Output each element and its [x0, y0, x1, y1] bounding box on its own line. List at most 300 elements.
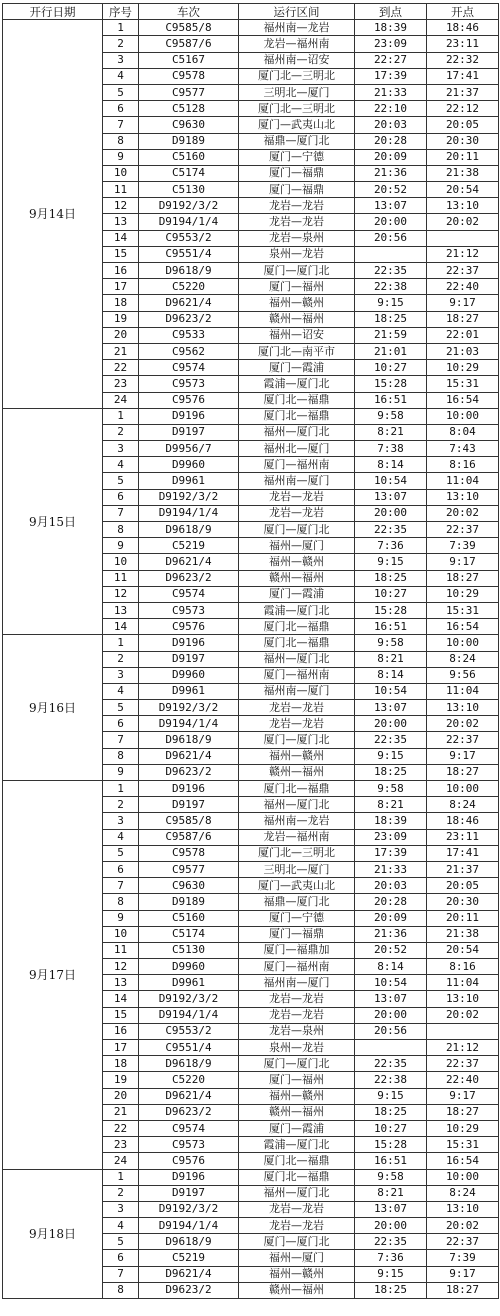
arrive-cell: 10:54	[355, 683, 427, 699]
arrive-cell: 13:07	[355, 489, 427, 505]
depart-cell: 18:46	[427, 20, 499, 36]
arrive-cell: 9:58	[355, 1169, 427, 1185]
arrive-cell: 20:56	[355, 1023, 427, 1039]
arrive-cell: 9:15	[355, 748, 427, 764]
arrive-cell: 18:39	[355, 813, 427, 829]
arrive-cell: 8:14	[355, 667, 427, 683]
depart-cell: 13:10	[427, 700, 499, 716]
seq-cell: 23	[103, 1137, 139, 1153]
route-cell: 厦门北—福鼎	[239, 1169, 355, 1185]
train-cell: C9574	[139, 360, 239, 376]
arrive-cell: 8:21	[355, 651, 427, 667]
train-cell: C5219	[139, 538, 239, 554]
depart-cell: 10:29	[427, 360, 499, 376]
depart-cell	[427, 230, 499, 246]
train-cell: C9574	[139, 586, 239, 602]
depart-cell: 20:54	[427, 942, 499, 958]
arrive-cell: 8:14	[355, 457, 427, 473]
arrive-cell: 21:33	[355, 84, 427, 100]
depart-cell: 20:02	[427, 214, 499, 230]
depart-cell: 11:04	[427, 975, 499, 991]
arrive-cell: 21:59	[355, 327, 427, 343]
seq-cell: 5	[103, 700, 139, 716]
arrive-cell: 8:21	[355, 424, 427, 440]
route-cell: 龙岩—龙岩	[239, 1218, 355, 1234]
depart-cell: 9:17	[427, 295, 499, 311]
train-cell: C5219	[139, 1250, 239, 1266]
seq-cell: 8	[103, 748, 139, 764]
arrive-cell: 18:25	[355, 311, 427, 327]
depart-cell: 10:00	[427, 408, 499, 424]
seq-cell: 17	[103, 1040, 139, 1056]
seq-cell: 5	[103, 1234, 139, 1250]
depart-cell: 11:04	[427, 683, 499, 699]
arrive-cell: 13:07	[355, 198, 427, 214]
arrive-cell: 20:00	[355, 505, 427, 521]
train-cell: D9623/2	[139, 311, 239, 327]
route-cell: 厦门北—福鼎	[239, 635, 355, 651]
route-cell: 厦门北—三明北	[239, 101, 355, 117]
seq-cell: 7	[103, 732, 139, 748]
seq-cell: 12	[103, 959, 139, 975]
train-cell: C9587/6	[139, 829, 239, 845]
route-cell: 泉州—龙岩	[239, 1040, 355, 1056]
train-cell: D9194/1/4	[139, 1218, 239, 1234]
depart-cell: 22:40	[427, 1072, 499, 1088]
route-cell: 厦门—福鼎	[239, 165, 355, 181]
depart-cell: 16:54	[427, 619, 499, 635]
arrive-cell: 18:25	[355, 1282, 427, 1298]
train-cell: C9587/6	[139, 36, 239, 52]
route-cell: 厦门—厦门北	[239, 1234, 355, 1250]
depart-cell: 18:27	[427, 764, 499, 780]
route-cell: 龙岩—龙岩	[239, 1007, 355, 1023]
train-cell: C9533	[139, 327, 239, 343]
seq-cell: 9	[103, 149, 139, 165]
depart-cell: 22:12	[427, 101, 499, 117]
header-depart: 开点	[427, 4, 499, 20]
seq-cell: 6	[103, 489, 139, 505]
route-cell: 福州北—厦门	[239, 441, 355, 457]
route-cell: 霞浦—厦门北	[239, 376, 355, 392]
seq-cell: 2	[103, 651, 139, 667]
route-cell: 厦门—霞浦	[239, 586, 355, 602]
seq-cell: 1	[103, 1169, 139, 1185]
depart-cell: 20:02	[427, 716, 499, 732]
seq-cell: 8	[103, 133, 139, 149]
arrive-cell: 16:51	[355, 1153, 427, 1169]
route-cell: 厦门—武夷山北	[239, 878, 355, 894]
train-cell: D9194/1/4	[139, 716, 239, 732]
train-cell: D9618/9	[139, 1056, 239, 1072]
arrive-cell: 9:58	[355, 408, 427, 424]
table-row	[3, 408, 499, 424]
table-row	[3, 1169, 499, 1185]
seq-cell: 4	[103, 1218, 139, 1234]
seq-cell: 10	[103, 926, 139, 942]
train-cell: D9621/4	[139, 1088, 239, 1104]
depart-cell: 13:10	[427, 1201, 499, 1217]
train-cell: D9960	[139, 457, 239, 473]
seq-cell: 3	[103, 52, 139, 68]
seq-cell: 14	[103, 991, 139, 1007]
seq-cell: 8	[103, 522, 139, 538]
seq-cell: 7	[103, 1266, 139, 1282]
route-cell: 厦门—厦门北	[239, 732, 355, 748]
route-cell: 厦门—福鼎	[239, 182, 355, 198]
route-cell: 三明北—厦门	[239, 84, 355, 100]
depart-cell	[427, 1023, 499, 1039]
seq-cell: 10	[103, 554, 139, 570]
train-cell: C9578	[139, 68, 239, 84]
seq-cell: 8	[103, 1282, 139, 1298]
train-cell: C9553/2	[139, 1023, 239, 1039]
route-cell: 厦门北—三明北	[239, 68, 355, 84]
train-cell: C9573	[139, 602, 239, 618]
route-cell: 福州—厦门	[239, 538, 355, 554]
depart-cell: 22:40	[427, 279, 499, 295]
train-cell: C9578	[139, 845, 239, 861]
train-cell: D9623/2	[139, 570, 239, 586]
train-cell: C9573	[139, 1137, 239, 1153]
arrive-cell: 20:52	[355, 942, 427, 958]
seq-cell: 24	[103, 392, 139, 408]
arrive-cell: 20:09	[355, 149, 427, 165]
depart-cell: 21:38	[427, 926, 499, 942]
route-cell: 厦门—福鼎加	[239, 942, 355, 958]
arrive-cell: 18:39	[355, 20, 427, 36]
seq-cell: 22	[103, 1120, 139, 1136]
depart-cell: 10:00	[427, 1169, 499, 1185]
route-cell: 厦门北—福鼎	[239, 408, 355, 424]
arrive-cell: 10:27	[355, 360, 427, 376]
seq-cell: 7	[103, 117, 139, 133]
route-cell: 福州—厦门北	[239, 424, 355, 440]
depart-cell: 18:27	[427, 1282, 499, 1298]
train-cell: C9630	[139, 878, 239, 894]
route-cell: 龙岩—泉州	[239, 1023, 355, 1039]
train-cell: C5174	[139, 926, 239, 942]
arrive-cell	[355, 246, 427, 262]
route-cell: 龙岩—龙岩	[239, 505, 355, 521]
depart-cell: 17:41	[427, 68, 499, 84]
route-cell: 赣州—福州	[239, 764, 355, 780]
route-cell: 厦门北—南平市	[239, 343, 355, 359]
arrive-cell: 21:33	[355, 861, 427, 877]
depart-cell: 20:11	[427, 910, 499, 926]
arrive-cell: 15:28	[355, 602, 427, 618]
header-train: 车次	[139, 4, 239, 20]
depart-cell: 22:37	[427, 522, 499, 538]
depart-cell: 13:10	[427, 198, 499, 214]
train-cell: D9197	[139, 1185, 239, 1201]
arrive-cell: 8:14	[355, 959, 427, 975]
depart-cell: 23:11	[427, 36, 499, 52]
train-cell: C5130	[139, 942, 239, 958]
depart-cell: 21:37	[427, 861, 499, 877]
seq-cell: 4	[103, 829, 139, 845]
arrive-cell: 22:38	[355, 1072, 427, 1088]
seq-cell: 19	[103, 311, 139, 327]
depart-cell: 20:11	[427, 149, 499, 165]
train-cell: C5160	[139, 910, 239, 926]
depart-cell: 18:27	[427, 1104, 499, 1120]
depart-cell: 18:46	[427, 813, 499, 829]
train-cell: D9621/4	[139, 1266, 239, 1282]
train-cell: D9961	[139, 473, 239, 489]
arrive-cell: 9:15	[355, 1266, 427, 1282]
arrive-cell: 20:00	[355, 716, 427, 732]
seq-cell: 13	[103, 214, 139, 230]
train-cell: D9961	[139, 975, 239, 991]
route-cell: 厦门—霞浦	[239, 1120, 355, 1136]
route-cell: 龙岩—龙岩	[239, 700, 355, 716]
depart-cell: 21:37	[427, 84, 499, 100]
seq-cell: 15	[103, 1007, 139, 1023]
depart-cell: 16:54	[427, 1153, 499, 1169]
seq-cell: 6	[103, 1250, 139, 1266]
seq-cell: 2	[103, 797, 139, 813]
depart-cell: 22:01	[427, 327, 499, 343]
date-cell: 9月18日	[3, 1169, 103, 1299]
route-cell: 霞浦—厦门北	[239, 1137, 355, 1153]
route-cell: 福州南—厦门	[239, 975, 355, 991]
depart-cell: 20:02	[427, 505, 499, 521]
train-cell: D9194/1/4	[139, 214, 239, 230]
train-cell: D9197	[139, 651, 239, 667]
seq-cell: 12	[103, 586, 139, 602]
depart-cell: 11:04	[427, 473, 499, 489]
header-seq: 序号	[103, 4, 139, 20]
arrive-cell: 21:36	[355, 165, 427, 181]
header-arrive: 到点	[355, 4, 427, 20]
train-cell: C5220	[139, 1072, 239, 1088]
depart-cell: 10:00	[427, 781, 499, 797]
arrive-cell: 20:28	[355, 133, 427, 149]
arrive-cell: 20:09	[355, 910, 427, 926]
route-cell: 赣州—福州	[239, 311, 355, 327]
train-cell: D9194/1/4	[139, 1007, 239, 1023]
train-cell: D9196	[139, 408, 239, 424]
arrive-cell: 23:09	[355, 829, 427, 845]
depart-cell: 18:27	[427, 570, 499, 586]
train-cell: D9960	[139, 959, 239, 975]
seq-cell: 11	[103, 942, 139, 958]
arrive-cell: 9:58	[355, 635, 427, 651]
route-cell: 厦门—福州南	[239, 667, 355, 683]
depart-cell: 9:17	[427, 1266, 499, 1282]
seq-cell: 6	[103, 101, 139, 117]
seq-cell: 8	[103, 894, 139, 910]
arrive-cell: 9:58	[355, 781, 427, 797]
train-cell: D9192/3/2	[139, 700, 239, 716]
route-cell: 厦门—厦门北	[239, 522, 355, 538]
depart-cell: 8:16	[427, 959, 499, 975]
seq-cell: 3	[103, 813, 139, 829]
train-cell: C9576	[139, 619, 239, 635]
route-cell: 厦门北—福鼎	[239, 619, 355, 635]
depart-cell: 20:02	[427, 1007, 499, 1023]
depart-cell: 21:38	[427, 165, 499, 181]
arrive-cell: 15:28	[355, 1137, 427, 1153]
route-cell: 龙岩—龙岩	[239, 991, 355, 1007]
arrive-cell: 13:07	[355, 1201, 427, 1217]
depart-cell: 15:31	[427, 602, 499, 618]
arrive-cell: 8:21	[355, 797, 427, 813]
route-cell: 厦门北—福鼎	[239, 1153, 355, 1169]
depart-cell: 20:30	[427, 133, 499, 149]
route-cell: 厦门—福州南	[239, 457, 355, 473]
arrive-cell: 20:03	[355, 878, 427, 894]
depart-cell: 22:37	[427, 1056, 499, 1072]
train-cell: D9196	[139, 1169, 239, 1185]
arrive-cell: 10:27	[355, 586, 427, 602]
arrive-cell: 8:21	[355, 1185, 427, 1201]
date-cell: 9月15日	[3, 408, 103, 635]
seq-cell: 17	[103, 279, 139, 295]
arrive-cell: 7:38	[355, 441, 427, 457]
route-cell: 赣州—福州	[239, 1104, 355, 1120]
train-cell: D9192/3/2	[139, 489, 239, 505]
route-cell: 龙岩—泉州	[239, 230, 355, 246]
depart-cell: 20:54	[427, 182, 499, 198]
seq-cell: 1	[103, 20, 139, 36]
arrive-cell: 17:39	[355, 68, 427, 84]
route-cell: 福州南—龙岩	[239, 813, 355, 829]
header-row	[3, 4, 499, 20]
seq-cell: 5	[103, 473, 139, 489]
depart-cell: 21:12	[427, 246, 499, 262]
arrive-cell: 15:28	[355, 376, 427, 392]
header-date: 开行日期	[3, 4, 103, 20]
arrive-cell: 20:00	[355, 214, 427, 230]
depart-cell: 22:37	[427, 732, 499, 748]
arrive-cell: 20:28	[355, 894, 427, 910]
schedule-body	[3, 20, 499, 1299]
seq-cell: 10	[103, 165, 139, 181]
train-cell: C9553/2	[139, 230, 239, 246]
train-cell: D9621/4	[139, 748, 239, 764]
depart-cell: 10:29	[427, 586, 499, 602]
arrive-cell: 9:15	[355, 1088, 427, 1104]
train-cell: D9197	[139, 424, 239, 440]
route-cell: 厦门—福州南	[239, 959, 355, 975]
route-cell: 福州南—诏安	[239, 52, 355, 68]
seq-cell: 21	[103, 1104, 139, 1120]
depart-cell: 16:54	[427, 392, 499, 408]
route-cell: 龙岩—龙岩	[239, 198, 355, 214]
arrive-cell: 7:36	[355, 1250, 427, 1266]
route-cell: 福鼎—厦门北	[239, 133, 355, 149]
header-route: 运行区间	[239, 4, 355, 20]
train-cell: C9630	[139, 117, 239, 133]
route-cell: 赣州—福州	[239, 570, 355, 586]
arrive-cell: 10:27	[355, 1120, 427, 1136]
arrive-cell: 22:27	[355, 52, 427, 68]
seq-cell: 19	[103, 1072, 139, 1088]
seq-cell: 14	[103, 230, 139, 246]
depart-cell: 8:16	[427, 457, 499, 473]
route-cell: 福州—厦门	[239, 1250, 355, 1266]
train-cell: D9961	[139, 683, 239, 699]
route-cell: 厦门—福州	[239, 279, 355, 295]
train-cell: C9576	[139, 392, 239, 408]
depart-cell: 7:39	[427, 538, 499, 554]
arrive-cell: 22:38	[355, 279, 427, 295]
route-cell: 龙岩—福州南	[239, 829, 355, 845]
depart-cell: 13:10	[427, 991, 499, 1007]
train-cell: C9585/8	[139, 20, 239, 36]
route-cell: 霞浦—厦门北	[239, 602, 355, 618]
train-cell: D9621/4	[139, 554, 239, 570]
arrive-cell: 9:15	[355, 554, 427, 570]
arrive-cell: 20:52	[355, 182, 427, 198]
arrive-cell: 21:36	[355, 926, 427, 942]
depart-cell: 8:24	[427, 797, 499, 813]
depart-cell: 10:29	[427, 1120, 499, 1136]
depart-cell: 10:00	[427, 635, 499, 651]
seq-cell: 15	[103, 246, 139, 262]
seq-cell: 13	[103, 975, 139, 991]
date-cell: 9月14日	[3, 20, 103, 409]
seq-cell: 4	[103, 457, 139, 473]
train-cell: D9196	[139, 781, 239, 797]
arrive-cell: 17:39	[355, 845, 427, 861]
route-cell: 厦门—福鼎	[239, 926, 355, 942]
arrive-cell: 20:00	[355, 1007, 427, 1023]
seq-cell: 6	[103, 861, 139, 877]
route-cell: 福州—赣州	[239, 748, 355, 764]
train-cell: D9618/9	[139, 1234, 239, 1250]
train-cell: D9618/9	[139, 522, 239, 538]
route-cell: 厦门—武夷山北	[239, 117, 355, 133]
arrive-cell: 22:35	[355, 1056, 427, 1072]
arrive-cell: 9:15	[355, 295, 427, 311]
route-cell: 龙岩—龙岩	[239, 1201, 355, 1217]
table-row	[3, 20, 499, 36]
route-cell: 厦门—宁德	[239, 910, 355, 926]
arrive-cell: 18:25	[355, 764, 427, 780]
route-cell: 厦门—福州	[239, 1072, 355, 1088]
seq-cell: 9	[103, 538, 139, 554]
arrive-cell: 13:07	[355, 991, 427, 1007]
seq-cell: 3	[103, 1201, 139, 1217]
seq-cell: 13	[103, 602, 139, 618]
seq-cell: 5	[103, 84, 139, 100]
route-cell: 泉州—龙岩	[239, 246, 355, 262]
depart-cell: 23:11	[427, 829, 499, 845]
arrive-cell: 20:00	[355, 1218, 427, 1234]
train-cell: C9573	[139, 376, 239, 392]
depart-cell: 17:41	[427, 845, 499, 861]
depart-cell: 8:04	[427, 424, 499, 440]
seq-cell: 9	[103, 764, 139, 780]
arrive-cell: 22:35	[355, 522, 427, 538]
train-cell: C9574	[139, 1120, 239, 1136]
depart-cell: 20:30	[427, 894, 499, 910]
train-cell: D9618/9	[139, 263, 239, 279]
train-cell: C5167	[139, 52, 239, 68]
depart-cell: 15:31	[427, 1137, 499, 1153]
arrive-cell: 13:07	[355, 700, 427, 716]
train-cell: C9577	[139, 861, 239, 877]
depart-cell: 22:32	[427, 52, 499, 68]
depart-cell: 22:37	[427, 263, 499, 279]
seq-cell: 16	[103, 1023, 139, 1039]
route-cell: 赣州—福州	[239, 1282, 355, 1298]
route-cell: 福州—厦门北	[239, 797, 355, 813]
seq-cell: 23	[103, 376, 139, 392]
